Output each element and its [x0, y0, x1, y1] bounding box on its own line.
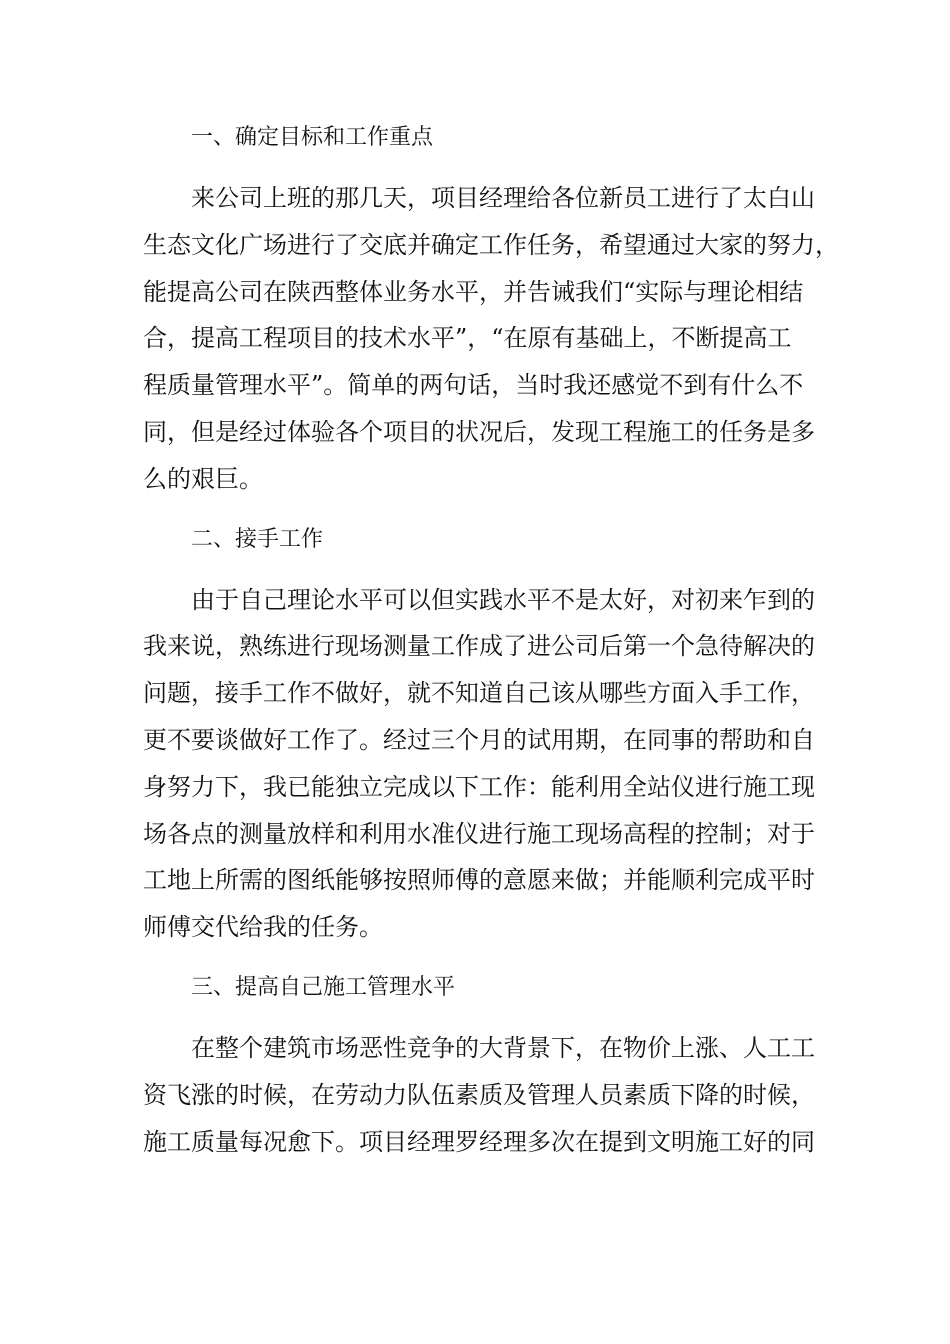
paragraph-line: 问题，接手工作不做好，就不知道自己该从哪些方面入手工作， — [143, 679, 815, 708]
paragraph-line: 生态文化广场进行了交底并确定工作任务，希望通过大家的努力， — [143, 230, 839, 259]
paragraph-line: 程质量管理水平”。简单的两句话，当时我还感觉不到有什么不 — [143, 371, 804, 400]
paragraph-line: 资飞涨的时候，在劳动力队伍素质及管理人员素质下降的时候， — [143, 1080, 815, 1109]
paragraph-line: 工地上所需的图纸能够按照师傅的意愿来做；并能顺利完成平时 — [143, 866, 815, 895]
paragraph-line: 身努力下，我已能独立完成以下工作：能利用全站仪进行施工现 — [143, 772, 815, 801]
paragraph-line: 同，但是经过体验各个项目的状况后，发现工程施工的任务是多 — [143, 417, 815, 446]
paragraph-line: 来公司上班的那几天，项目经理给各位新员工进行了太白山 — [191, 184, 815, 212]
section-heading-3: 三、提高自己施工管理水平 — [191, 974, 456, 1000]
paragraph-line: 更不要谈做好工作了。经过三个月的试用期，在同事的帮助和自 — [143, 725, 815, 754]
document-body — [143, 113, 839, 1165]
section-paragraph-2 — [143, 577, 815, 951]
paragraph-line: 么的艰巨。 — [143, 464, 263, 493]
paragraph-line: 我来说，熟练进行现场测量工作成了进公司后第一个急待解决的 — [143, 632, 815, 661]
paragraph-line: 师傅交代给我的任务。 — [143, 913, 383, 942]
section-paragraph-3 — [143, 1025, 815, 1165]
paragraph-line: 合，提高工程项目的技术水平”，“在原有基础上，不断提高工 — [143, 324, 792, 353]
paragraph-line: 场各点的测量放样和利用水准仪进行施工现场高程的控制；对于 — [143, 819, 815, 848]
paragraph-line: 施工质量每况愈下。项目经理罗经理多次在提到文明施工好的同 — [143, 1127, 815, 1156]
paragraph-line: 能提高公司在陕西整体业务水平，并告诫我们“实际与理论相结 — [143, 277, 804, 306]
section-heading-2: 二、接手工作 — [191, 526, 324, 552]
paragraph-line: 由于自己理论水平可以但实践水平不是太好，对初来乍到的 — [191, 585, 815, 614]
section-heading-1: 一、确定目标和工作重点 — [191, 125, 434, 150]
section-paragraph-1 — [143, 175, 839, 503]
paragraph-line: 在整个建筑市场恶性竞争的大背景下，在物价上涨、人工工 — [191, 1033, 815, 1062]
